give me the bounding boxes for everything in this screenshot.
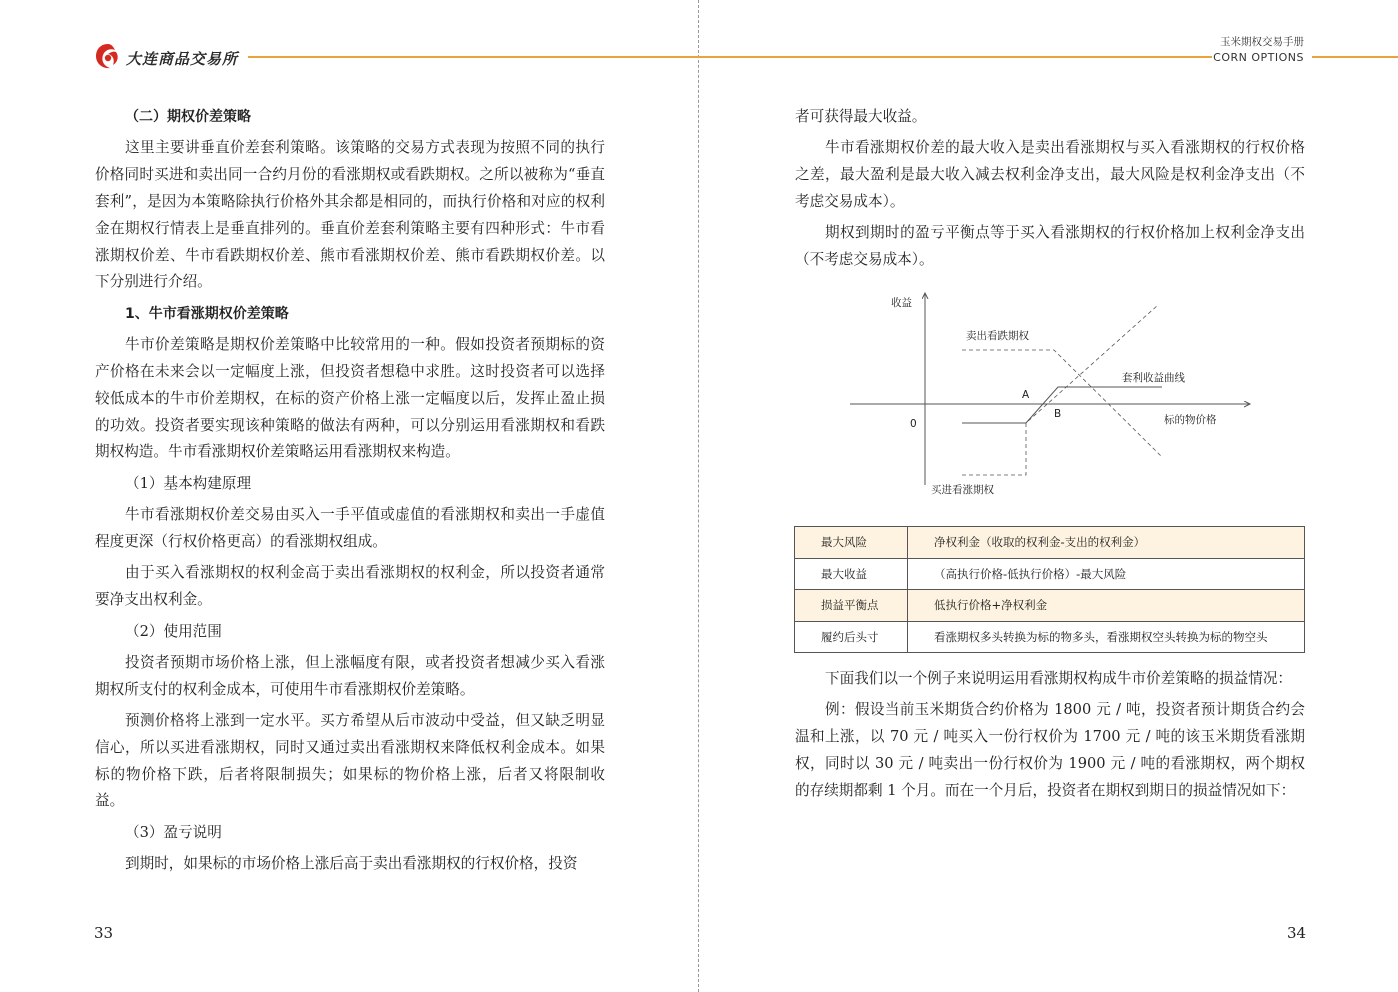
combo-payoff-line [962, 387, 1162, 423]
header-rule-left [248, 56, 1212, 58]
table-cell-value: 低执行价格+净权利金 [908, 590, 1305, 622]
intro-paragraph: 这里主要讲垂直价差套利策略。该策略的交易方式表现为按照不同的执行价格同时买进和卖出同一合约月份的看涨期权或看跌期权。之所以被称为“垂直套利”，是因为本策略除执行价格外其余都是相同的，而执行价格和对应的权利金在期权行情表上是垂直排列的。垂直价差套利策略主要有四种形式：牛市看涨期权价差、牛市看跌期权价差、熊市看涨期权价差、熊市看跌期权价差。以下分别进行介绍。 [95, 139, 605, 291]
table-cell-value: （高执行价格-低执行价格）-最大风险 [908, 558, 1305, 590]
y-axis-label: 收益 [891, 297, 912, 309]
paragraph: 期权到期时的盈亏平衡点等于买入看涨期权的行权价格加上权利金净支出（不考虑交易成本）。 [795, 224, 1305, 269]
paragraph: 由于买入看涨期权的权利金高于卖出看涨期权的权利金，所以投资者通常要净支出权利金。 [95, 564, 605, 609]
page-fold-line [698, 0, 699, 992]
table-cell-key: 最大风险 [795, 527, 908, 559]
list-item-heading: （1）基本构建原理 [125, 474, 252, 492]
sub-heading: 1、牛市看涨期权价差策略 [125, 305, 289, 322]
table-cell-key: 最大收益 [795, 558, 908, 590]
dce-logo-icon [94, 42, 122, 70]
paragraph: 牛市看涨期权价差交易由买入一手平值或虚值的看涨期权和卖出一手虚值程度更深（行权价格更高）的看涨期权组成。 [95, 506, 605, 550]
left-page-column [95, 104, 605, 883]
page-number-left: 33 [94, 924, 114, 942]
buy-option-label: 买进看涨期权 [931, 484, 994, 496]
paragraph: 到期时，如果标的市场价格上涨后高于卖出看涨期权的行权价格，投资 [125, 855, 578, 873]
paragraph: 投资者预期市场价格上涨，但上涨幅度有限，或者投资者想减少买入看涨期权所支付的权利金成本，可使用牛市看涨期权价差策略。 [95, 653, 605, 698]
point-b-label: B [1054, 408, 1062, 420]
paragraph: 牛市看涨期权价差的最大收入是卖出看涨期权与买入看涨期权的行权价格之差，最大盈利是最大收入减去权利金净支出，最大风险是权利金净支出（不考虑交易成本）。 [795, 139, 1305, 210]
manual-subtitle: CORN OPTIONS [1213, 51, 1304, 64]
org-name: 大连商品交易所 [126, 50, 239, 68]
table-row [795, 621, 1305, 653]
table-cell-key: 履约后头寸 [795, 621, 908, 653]
table-row [795, 590, 1305, 622]
page-number-right: 34 [1287, 924, 1307, 942]
section-heading: （二）期权价差策略 [125, 109, 251, 125]
paragraph: 例：假设当前玉米期货合约价格为 1800 元 / 吨，投资者预计期货合约会温和上涨，以 70 元 / 吨买入一份行权价为 1700 元 / 吨的该玉米期货看涨期权，同时以 30 元 / 吨卖出一份行权价为 1900 元 / 吨的看涨期权，两个期权的存续期都剩 1 个月。而在一个月后，投资者在期权到期日的损益情况如下： [795, 701, 1305, 799]
x-axis-label: 标的物价格 [1164, 414, 1217, 426]
paragraph: 下面我们以一个例子来说明运用看涨期权构成牛市价差策略的损益情况： [825, 670, 1293, 687]
table-row [795, 558, 1305, 590]
manual-title: 玉米期权交易手册 [1220, 36, 1304, 48]
paragraph: 牛市价差策略是期权价差策略中比较常用的一种。假如投资者预期标的资产价格在未来会以一定幅度上涨，但投资者想稳中求胜。这时投资者可以选择较低成本的牛市价差期权，在标的资产价格上涨一定幅度以后，发挥止盈止损的功效。投资者要实现该种策略的做法有两种，可以分别运用看涨期权和看跌期权构造。牛市看涨期权价差策略运用看涨期权来构造。 [95, 336, 605, 461]
point-a-label: A [1022, 389, 1030, 401]
combo-curve-label: 套利收益曲线 [1122, 372, 1185, 384]
sell-option-label: 卖出看跌期权 [966, 330, 1029, 342]
origin-label: 0 [910, 418, 917, 430]
table-cell-key: 损益平衡点 [795, 590, 908, 622]
header-rule-right [1312, 56, 1398, 58]
table-row [795, 527, 1305, 559]
list-item-heading: （2）使用范围 [125, 622, 222, 640]
right-page-column-bottom [795, 666, 1305, 809]
payoff-diagram [840, 285, 1260, 505]
table-cell-value: 净权利金（收取的权利金-支出的权利金） [908, 527, 1305, 559]
strategy-summary-table [794, 526, 1305, 653]
right-page-column-top [795, 104, 1305, 279]
paragraph-continuation: 者可获得最大收益。 [795, 108, 927, 125]
paragraph: 预测价格将上涨到一定水平。买方希望从后市波动中受益，但又缺乏明显信心，所以买进看涨期权，同时又通过卖出看涨期权来降低权利金成本。如果标的物价格下跌，后者将限制损失；如果标的物价格上涨，后者又将限制收益。 [95, 712, 605, 810]
list-item-heading: （3）盈亏说明 [125, 823, 222, 841]
table-cell-value: 看涨期权多头转换为标的物多头，看涨期权空头转换为标的物空头 [908, 621, 1305, 653]
